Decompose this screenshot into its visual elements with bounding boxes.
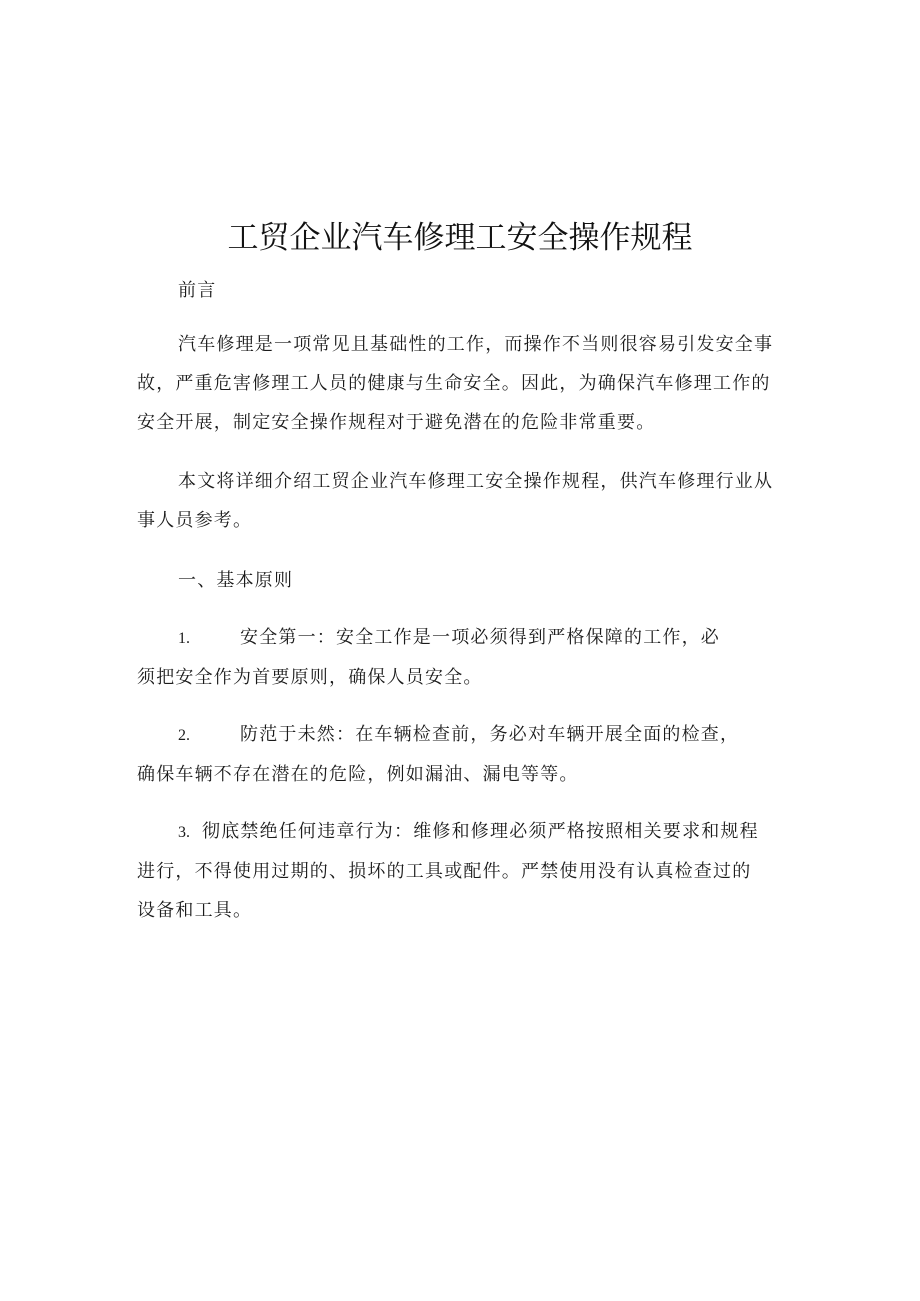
purpose-line-1: 本文将详细介绍工贸企业汽车修理工安全操作规程，供汽车修理行业从 <box>178 471 774 492</box>
principle-1-number: 1. <box>178 630 190 647</box>
principle-2-line-1 <box>137 715 797 755</box>
intro-line-1: 汽车修理是一项常见且基础性的工作，而操作不当则很容易引发安全事 <box>178 334 774 355</box>
principle-3-number: 3. <box>178 824 190 841</box>
document-title: 工贸企业汽车修理工安全操作规程 <box>227 220 693 256</box>
principle-3-line-2: 进行，不得使用过期的、损坏的工具或配件。严禁使用没有认真检查过的 <box>137 861 752 882</box>
principle-1-text: 安全第一：安全工作是一项必须得到严格保障的工作，必 <box>240 627 720 648</box>
purpose-line-2: 事人员参考。 <box>137 510 253 531</box>
principle-3-text: 彻底禁绝任何违章行为：维修和修理必须严格按照相关要求和规程 <box>202 821 759 842</box>
principle-1-line-1 <box>137 618 797 658</box>
section1-heading <box>137 561 797 600</box>
principle-2-line-2: 确保车辆不存在潜在的危险，例如漏油、漏电等等。 <box>137 764 579 785</box>
principle-item-1 <box>137 618 797 697</box>
purpose-paragraph <box>137 462 797 540</box>
principle-2-text: 防范于未然：在车辆检查前，务必对车辆开展全面的检查， <box>240 724 740 745</box>
principle-3-line-1 <box>137 812 797 852</box>
preface-heading <box>137 271 797 310</box>
principle-1-line-2: 须把安全作为首要原则，确保人员安全。 <box>137 667 483 688</box>
principle-3-line-3: 设备和工具。 <box>137 900 253 921</box>
principle-item-3 <box>137 812 797 930</box>
intro-line-3: 安全开展，制定安全操作规程对于避免潜在的危险非常重要。 <box>137 412 656 433</box>
principle-item-2 <box>137 715 797 794</box>
preface-heading-text: 前言 <box>178 280 217 301</box>
section1-heading-text: 一、基本原则 <box>178 570 294 591</box>
intro-paragraph <box>137 325 797 442</box>
principle-2-number: 2. <box>178 727 190 744</box>
intro-line-2: 故，严重危害修理工人员的健康与生命安全。因此，为确保汽车修理工作的 <box>137 373 771 394</box>
